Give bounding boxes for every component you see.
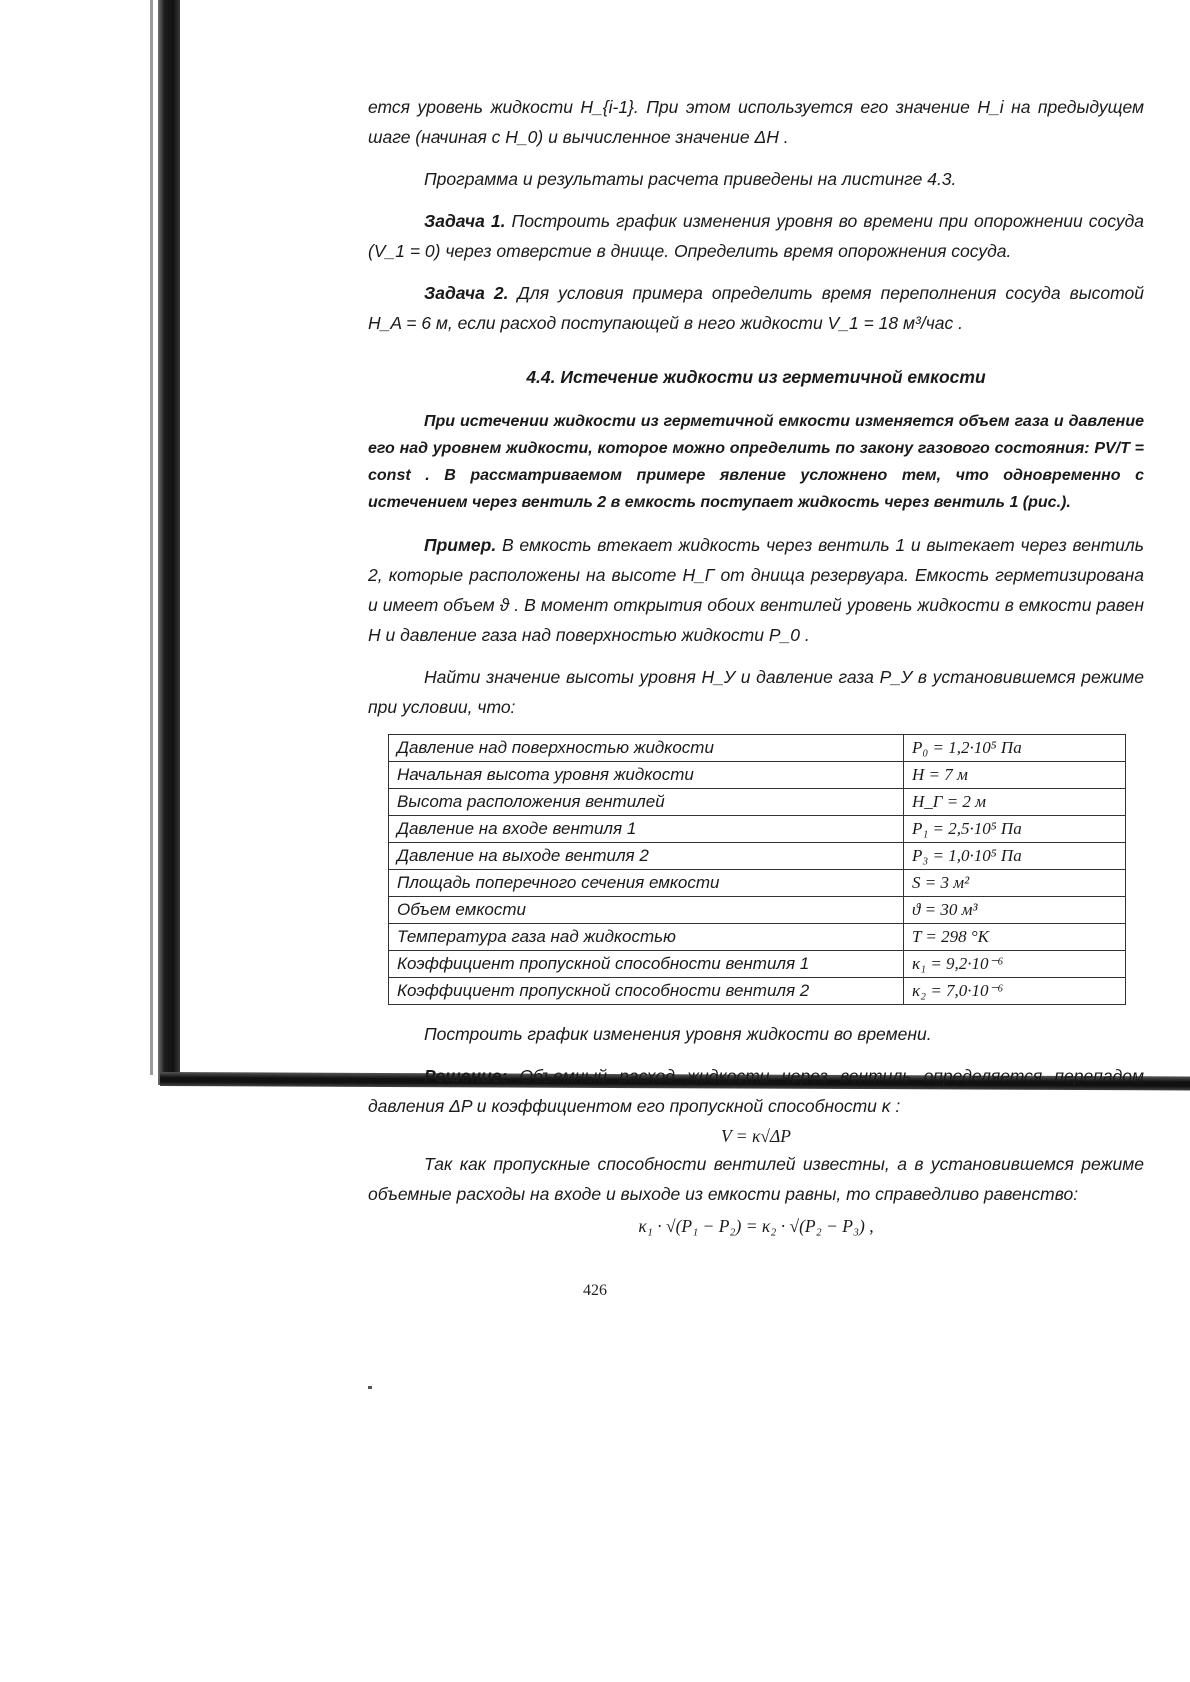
- scan-binding-shadow: [158, 0, 180, 1085]
- parameter-name: Площадь поперечного сечения емкости: [389, 870, 904, 897]
- equality-paragraph: Так как пропускные способности вентилей известны, а в установившемся режиме объемные расходы на входе и выходе из емкости равны, то справедливо равенство:: [368, 1154, 1144, 1204]
- section-abstract: При истечении жидкости из герметичной емкости изменяется объем газа и давление его над уровнем жидкости, которое можно определить по закону газового состояния: PV/T = const . В рассматриваемом примере явление усложнено тем, что одновременно с истечением через вентиль 2 в емкость поступает жидкость через вентиль 1 (рис.).: [368, 413, 1144, 511]
- scan-speck: [368, 1386, 372, 1389]
- parameter-name: Коэффициент пропускной способности вентиля 2: [389, 978, 904, 1005]
- parameter-name: Объем емкости: [389, 897, 904, 924]
- table-row: [389, 897, 1126, 924]
- table-row: [389, 870, 1126, 897]
- example-text: В емкость втекает жидкость через вентиль 1 и вытекает через вентиль 2, которые расположены на высоте H_Г от днища резервуара. Емкость герметизирована и имеет объем ϑ . В момент открытия обоих вентилей уровень жидкости в емкости равен H и давление газа над поверхностью жидкости P_0 .: [368, 535, 1144, 645]
- table-row: [389, 951, 1126, 978]
- solution-text: Объемный расход жидкости через вентиль определяется перепадом давления ΔP и коэффициентом его пропускной способности κ :: [368, 1066, 1144, 1116]
- parameter-value: ϑ = 30 м³: [904, 897, 1126, 924]
- parameter-name: Начальная высота уровня жидкости: [389, 762, 904, 789]
- page-body: [368, 92, 1144, 1239]
- table-row: [389, 735, 1126, 762]
- solution-paragraph: [368, 1061, 1144, 1121]
- scan-edge-line: [150, 0, 153, 1075]
- parameter-name: Давление на входе вентиля 1: [389, 816, 904, 843]
- parameter-value: S = 3 м²: [904, 870, 1126, 897]
- parameter-value: T = 298 °K: [904, 924, 1126, 951]
- solution-label: Решение:: [424, 1066, 508, 1086]
- parameter-value: P₀ = 1,2·10⁵ Па: [904, 735, 1126, 762]
- parameter-value: P₁ = 2,5·10⁵ Па: [904, 816, 1126, 843]
- table-row: [389, 924, 1126, 951]
- find-paragraph: Найти значение высоты уровня H_У и давление газа P_У в установившемся режиме при условии, что:: [368, 667, 1144, 717]
- example-label: Пример.: [424, 535, 497, 555]
- parameters-table: [388, 734, 1126, 1005]
- parameter-value: H = 7 м: [904, 762, 1126, 789]
- task-2-label: Задача 2.: [424, 283, 509, 303]
- task-1-label: Задача 1.: [424, 211, 506, 231]
- parameter-value: H_Г = 2 м: [904, 789, 1126, 816]
- formula-equality: κ₁ · √(P₁ − P₂) = κ₂ · √(P₂ − P₃) ,: [638, 1216, 874, 1236]
- parameter-value: P₃ = 1,0·10⁵ Па: [904, 843, 1126, 870]
- parameter-name: Давление на выходе вентиля 2: [389, 843, 904, 870]
- task-2: [368, 278, 1144, 338]
- formula-flow: V = κ√ΔP: [721, 1126, 791, 1146]
- table-row: [389, 978, 1126, 1005]
- parameter-name: Давление над поверхностью жидкости: [389, 735, 904, 762]
- parameter-name: Температура газа над жидкостью: [389, 924, 904, 951]
- table-row: [389, 816, 1126, 843]
- parameter-name: Коэффициент пропускной способности вентиля 1: [389, 951, 904, 978]
- build-graph-paragraph: Построить график изменения уровня жидкости во времени.: [424, 1024, 932, 1044]
- parameter-value: κ₂ = 7,0·10⁻⁶: [904, 978, 1126, 1005]
- table-row: [389, 789, 1126, 816]
- paragraph-listing-ref: Программа и результаты расчета приведены на листинге 4.3.: [424, 169, 957, 189]
- task-1: [368, 206, 1144, 266]
- table-row: [389, 843, 1126, 870]
- task-1-text: Построить график изменения уровня во времени при опорожнении сосуда (V_1 = 0) через отверстие в днище. Определить время опорожнения сосуда.: [368, 211, 1144, 261]
- parameter-value: κ₁ = 9,2·10⁻⁶: [904, 951, 1126, 978]
- page-number: 426: [583, 1282, 607, 1299]
- table-row: [389, 762, 1126, 789]
- task-2-text: Для условия примера определить время переполнения сосуда высотой H_A = 6 м, если расход поступающей в него жидкости V_1 = 18 м³/час .: [368, 283, 1144, 333]
- parameter-name: Высота расположения вентилей: [389, 789, 904, 816]
- section-heading: 4.4. Истечение жидкости из герметичной емкости: [526, 367, 986, 387]
- example-paragraph: [368, 530, 1144, 650]
- paragraph-continuation: ется уровень жидкости H_{i-1}. При этом используется его значение H_i на предыдущем шаге (начиная с H_0) и вычисленное значение ΔH .: [368, 97, 1144, 147]
